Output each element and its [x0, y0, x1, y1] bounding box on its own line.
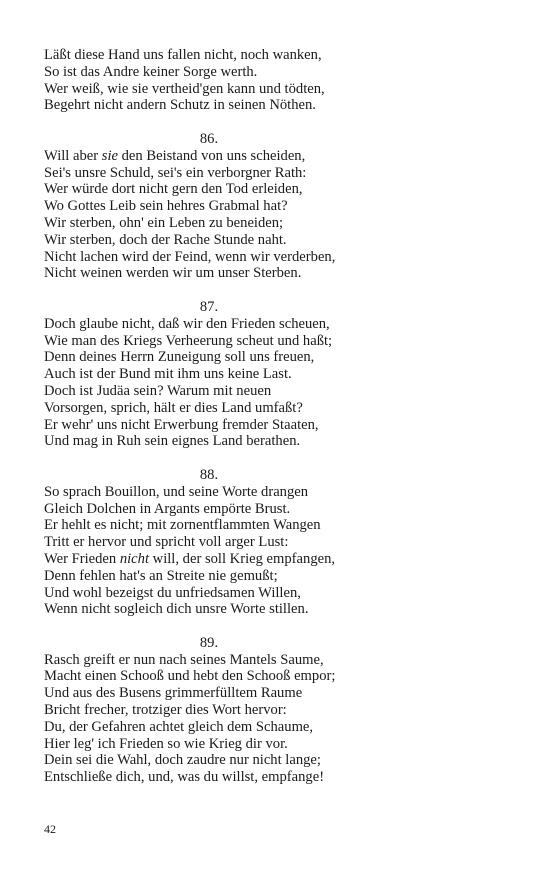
verse-text: Du, der Gefahren achtet gleich dem Schaume, [44, 718, 314, 735]
verse-line [44, 64, 374, 81]
verse-text: Wir sterben, ohn' ein Leben zu beneiden; [44, 214, 284, 231]
stanza [44, 467, 374, 618]
verse-text: Wer würde dort nicht gern den Tod erleiden, [44, 181, 303, 198]
stanza-number: 86. [199, 130, 219, 147]
verse-text: Entschließe dich, und, was du willst, empfange! [44, 769, 325, 786]
verse-line [44, 81, 374, 98]
verse-text: Er hehlt es nicht; mit zornentflammten Wangen [44, 517, 321, 534]
emphasized-text: nicht [119, 550, 150, 567]
verse-line [44, 433, 374, 450]
verse-text: Wer weiß, wie sie vertheid'gen kann und tödten, [44, 80, 325, 97]
verse-line [44, 333, 374, 350]
verse-line [44, 601, 374, 618]
verse-text: Doch ist Judäa sein? Warum mit neuen [44, 382, 272, 399]
verse-text: Gleich Dolchen in Argants empörte Brust. [44, 500, 291, 517]
verse-text: Dein sei die Wahl, doch zaudre nur nicht lange; [44, 752, 321, 769]
verse-line [44, 417, 374, 434]
verse-line [44, 752, 374, 769]
verse-line [44, 165, 374, 182]
verse-text: Läßt diese Hand uns fallen nicht, noch wanken, [44, 47, 322, 63]
verse-line [44, 198, 374, 215]
verse-text: Er wehr' uns nicht Erwerbung fremder Staaten, [44, 416, 319, 433]
verse-text: Wer Frieden [44, 550, 120, 567]
poem-text [44, 47, 374, 786]
stanza [44, 47, 374, 114]
verse-line [44, 668, 374, 685]
verse-line [44, 400, 374, 417]
page-number: 42 [44, 822, 56, 836]
verse-line [44, 702, 374, 719]
verse-text: Vorsorgen, sprich, hält er dies Land umfaßt? [44, 399, 303, 416]
verse-text: Und wohl bezeigst du unfriedsamen Willen, [44, 584, 301, 601]
verse-line [44, 249, 374, 266]
verse-text: Tritt er hervor und spricht voll arger Lust: [44, 534, 289, 551]
verse-line [44, 517, 374, 534]
verse-text: So ist das Andre keiner Sorge werth. [44, 63, 258, 80]
verse-text: Hier leg' ich Frieden so wie Krieg dir vor. [44, 735, 288, 752]
verse-text: Auch ist der Bund mit ihm uns keine Last. [44, 366, 292, 383]
verse-line [44, 769, 374, 786]
verse-line [44, 585, 374, 602]
verse-text: Und aus des Busens grimmerfülltem Raume [44, 685, 303, 702]
verse-text: Doch glaube nicht, daß wir den Frieden scheuen, [44, 315, 330, 332]
stanza [44, 299, 374, 450]
verse-text: will, der soll Krieg empfangen, [149, 550, 336, 567]
verse-line [44, 366, 374, 383]
stanza [44, 635, 374, 786]
verse-text: den Beistand von uns scheiden, [117, 147, 306, 164]
verse-text: Und mag in Ruh sein eignes Land berathen. [44, 433, 301, 450]
verse-text: Nicht lachen wird der Feind, wenn wir verderben, [44, 248, 336, 265]
stanza-number: 88. [199, 466, 219, 483]
verse-text: Denn fehlen hat's an Streite nie gemußt; [44, 567, 278, 584]
verse-text: Rasch greift er nun nach seines Mantels Saume, [44, 651, 324, 668]
verse-line [44, 551, 374, 568]
verse-line [44, 148, 374, 165]
stanza-number: 89. [199, 634, 219, 651]
verse-text: Sei's unsre Schuld, sei's ein verborgner Rath: [44, 164, 307, 181]
verse-line [44, 568, 374, 585]
emphasized-text: sie [101, 147, 118, 164]
verse-text: Will aber [44, 147, 102, 164]
verse-line [44, 97, 374, 114]
verse-text: Denn deines Herrn Zuneigung soll uns freuen, [44, 349, 315, 366]
verse-line [44, 501, 374, 518]
verse-text: Macht einen Schooß und hebt den Schooß empor; [44, 668, 336, 685]
stanza-number: 87. [199, 298, 219, 315]
verse-text: Wie man des Kriegs Verheerung scheut und haßt; [44, 332, 333, 349]
verse-line [44, 383, 374, 400]
verse-text: Nicht weinen werden wir um unser Sterben. [44, 265, 302, 282]
verse-line [44, 719, 374, 736]
verse-line [44, 181, 374, 198]
verse-line [44, 215, 374, 232]
verse-text: Wenn nicht sogleich dich unsre Worte stillen. [44, 601, 309, 618]
verse-line [44, 349, 374, 366]
verse-line [44, 47, 374, 64]
verse-text: So sprach Bouillon, und seine Worte drangen [44, 483, 309, 500]
stanza [44, 131, 374, 282]
verse-line [44, 484, 374, 501]
verse-line [44, 534, 374, 551]
verse-line [44, 736, 374, 753]
verse-line [44, 316, 374, 333]
verse-text: Bricht frecher, trotziger dies Wort hervor: [44, 702, 287, 719]
verse-text: Wir sterben, doch der Rache Stunde naht. [44, 231, 287, 248]
verse-line [44, 652, 374, 669]
verse-line [44, 232, 374, 249]
verse-text: Wo Gottes Leib sein hehres Grabmal hat? [44, 198, 288, 215]
verse-line [44, 265, 374, 282]
verse-line [44, 685, 374, 702]
verse-text: Begehrt nicht andern Schutz in seinen Nöthen. [44, 97, 316, 114]
